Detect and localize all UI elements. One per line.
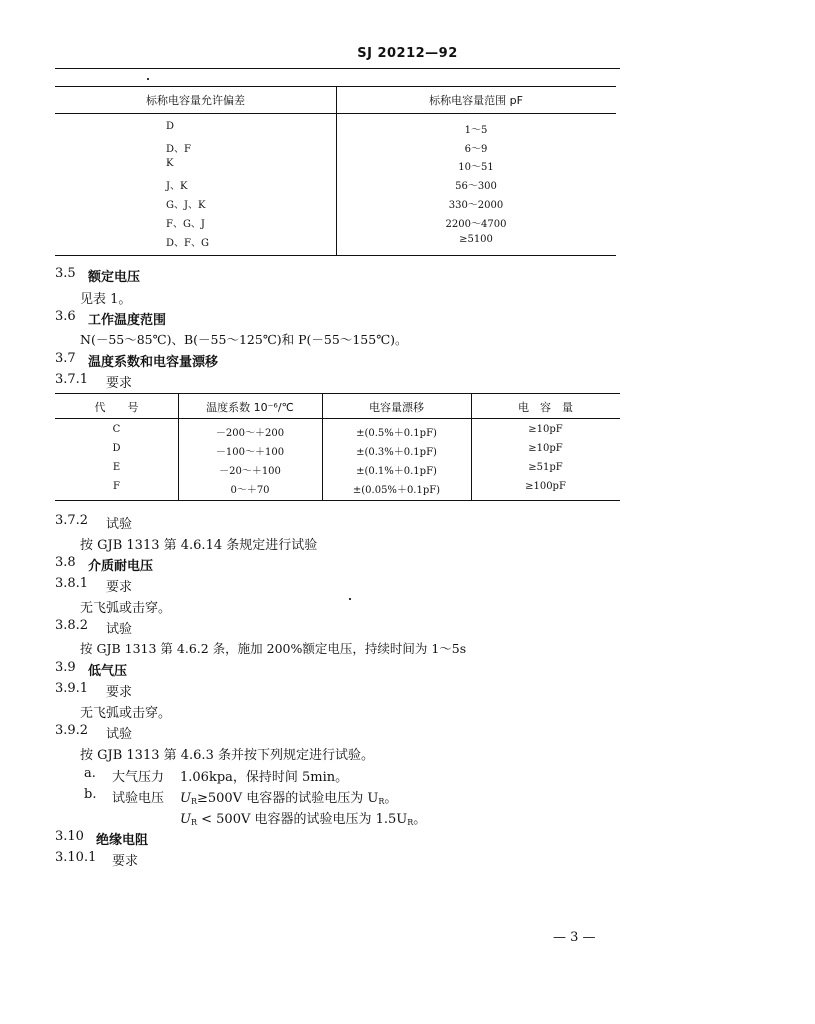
- header-rule: [55, 68, 620, 69]
- table-cell: ±(0.5%＋0.1pF): [356, 428, 437, 439]
- table-cell: ≥10pF: [528, 443, 563, 454]
- table-cell: 1～5: [464, 125, 488, 136]
- voltage-text-end: 。: [384, 791, 398, 806]
- body-text: N(－55～85℃)、B(－55～125℃)和 P(－55～155℃)。: [80, 332, 408, 347]
- body-text: 按 GJB 1313 第 4.6.14 条规定进行试验: [80, 538, 318, 553]
- section-title: 额定电压: [88, 270, 141, 285]
- voltage-subscript: R: [190, 818, 197, 827]
- body-text: 见表 1。: [80, 292, 132, 307]
- table-cell: F: [113, 481, 120, 492]
- section-number: 3.8.2: [55, 618, 89, 633]
- table-cell: C: [112, 424, 121, 435]
- section-title: 介质耐电压: [88, 559, 154, 574]
- body-text: 按 GJB 1313 第 4.6.2 条，施加 200%额定电压，持续时间为 1～5s: [80, 641, 467, 656]
- table-cell: ≥100pF: [525, 481, 566, 492]
- section-number: 3.9.1: [55, 681, 89, 696]
- section-title: 工作温度范围: [88, 313, 167, 328]
- voltage-subscript: R: [190, 797, 197, 806]
- section-title: 要求: [106, 580, 133, 595]
- table-cell: ±(0.1%＋0.1pF): [356, 466, 437, 477]
- table-header-drift: 电容量漂移: [369, 401, 424, 414]
- section-title: 试验: [106, 622, 133, 637]
- section-title: 绝缘电阻: [96, 833, 149, 848]
- table-cell: 56～300: [455, 181, 497, 192]
- table-cell: D、F: [166, 144, 191, 155]
- test-voltage-line-1: [180, 787, 397, 806]
- section-title: 试验: [106, 727, 133, 742]
- table-cell: D: [166, 121, 175, 132]
- table-cell: ≥5100: [459, 234, 493, 245]
- page-number: — 3 —: [553, 930, 596, 945]
- section-number: 3.9.2: [55, 723, 89, 738]
- table-cell: F、G、J: [166, 219, 205, 230]
- list-item-label: a.: [84, 766, 96, 781]
- section-number: 3.10: [55, 829, 84, 844]
- table-cell: G、J、K: [166, 200, 206, 211]
- table-cell: －100～＋100: [215, 447, 285, 458]
- section-number: 3.8.1: [55, 576, 89, 591]
- test-voltage-line-2: [180, 808, 426, 827]
- section-title: 温度系数和电容量漂移: [88, 355, 219, 370]
- table-cell: J、K: [166, 181, 188, 192]
- body-text: 无飞弧或击穿。: [80, 706, 172, 721]
- table-rule: [55, 418, 620, 419]
- section-number: 3.6: [55, 309, 76, 324]
- section-title: 试验: [106, 517, 133, 532]
- table-header-tolerance: 标称电容量允许偏差: [146, 94, 245, 107]
- list-item-label: b.: [84, 787, 97, 802]
- voltage-symbol: U: [180, 812, 191, 827]
- list-item-name: 大气压力: [112, 770, 165, 785]
- table-cell: －200～＋200: [215, 428, 285, 439]
- table-header-capacitance: 电 容 量: [518, 401, 573, 414]
- table-cell: ±(0.05%＋0.1pF): [352, 485, 441, 496]
- table-cell: D、F、G: [166, 238, 209, 249]
- table-cell: －20～＋100: [219, 466, 281, 477]
- voltage-text: ≥500V 电容器的试验电压为 U: [197, 791, 379, 806]
- voltage-symbol: U: [180, 791, 191, 806]
- list-item-name: 试验电压: [112, 791, 165, 806]
- body-text: 无飞弧或击穿。: [80, 601, 172, 616]
- table-cell: K: [166, 158, 174, 169]
- voltage-text: < 500V 电容器的试验电压为 1.5U: [197, 812, 408, 827]
- section-number: 3.10.1: [55, 850, 97, 865]
- body-text: 按 GJB 1313 第 4.6.3 条并按下列规定进行试验。: [80, 748, 374, 763]
- table-cell: ≥10pF: [528, 424, 563, 435]
- table-header-code: 代 号: [94, 401, 139, 414]
- voltage-subscript: R: [407, 818, 414, 827]
- scan-speck: [349, 598, 351, 600]
- voltage-subscript: R: [378, 797, 385, 806]
- table-header-temp-coefficient: 温度系数 10⁻⁶/℃: [206, 401, 294, 414]
- table-cell: 10～51: [458, 162, 494, 173]
- table-header-range: 标称电容量范围 pF: [429, 94, 523, 107]
- list-item-value: 1.06kpa，保持时间 5min。: [180, 770, 349, 785]
- table-rule: [55, 393, 620, 394]
- section-number: 3.7.1: [55, 372, 89, 387]
- section-number: 3.9: [55, 660, 76, 675]
- table-cell: D: [112, 443, 121, 454]
- section-title: 要求: [106, 685, 133, 700]
- table-cell: 330～2000: [448, 200, 504, 211]
- section-number: 3.8: [55, 555, 76, 570]
- table-rule: [55, 500, 620, 501]
- section-title: 要求: [112, 854, 139, 869]
- table-cell: ±(0.3%＋0.1pF): [356, 447, 437, 458]
- section-number: 3.7: [55, 351, 76, 366]
- section-title: 低气压: [88, 664, 128, 679]
- section-number: 3.5: [55, 266, 76, 281]
- table-cell: 0～＋70: [230, 485, 270, 496]
- table-cell: 6～9: [464, 144, 488, 155]
- table-cell: 2200～4700: [445, 219, 507, 230]
- table-cell: E: [112, 462, 121, 473]
- section-title: 要求: [106, 376, 133, 391]
- scan-speck: [147, 78, 149, 80]
- table-cell: ≥51pF: [528, 462, 563, 473]
- voltage-text-end: 。: [413, 812, 427, 827]
- section-number: 3.7.2: [55, 513, 89, 528]
- document-header: SJ 20212—92: [357, 46, 458, 61]
- table-rule: [55, 255, 616, 256]
